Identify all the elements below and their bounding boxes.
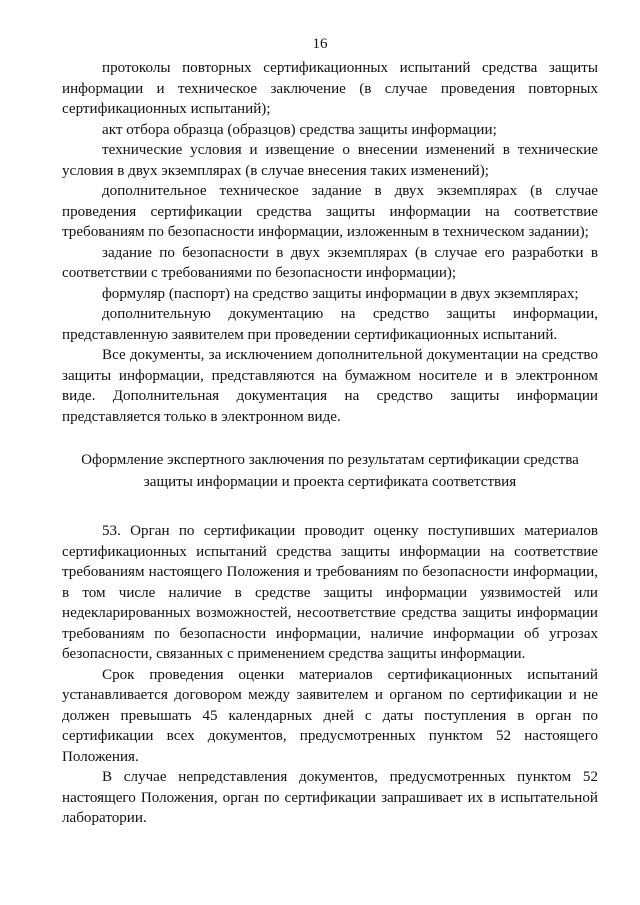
section-heading: [62, 449, 598, 493]
page-number: 16: [312, 36, 328, 52]
paragraph-additional-documentation: дополнительную документацию на средство защиты информации, представленную заявителем при проведении сертификационных испытаний.: [62, 306, 598, 343]
paragraph-repeat-test-protocols: протоколы повторных сертификационных испытаний средства защиты информации и техническое заключение (в случае проведения повторных сертификационных испытаний);: [62, 60, 598, 117]
paragraph-assessment-deadline: Срок проведения оценки материалов сертификационных испытаний устанавливается договором между заявителем и органом по сертификации и не должен превышать 45 календарных дней с даты поступления в орган по сертификации всех документов, предусмотренных пунктом 52 настоящего Положения.: [62, 666, 598, 765]
section-heading-line-2: защиты информации и проекта сертификата соответствия: [143, 474, 517, 490]
paragraph-item-53: 53. Орган по сертификации проводит оценку поступивших материалов сертификационных испытаний средства защиты информации на соответствие требованиям настоящего Положения и требованиям по безопасности информации, в том числе наличие в средстве защиты информации уязвимостей или недекларированных возможностей, несоответствие средства защиты информации требованиям по безопасности информации, наличие информации об угрозах безопасности, связанных с применением средства защиты информации.: [62, 523, 598, 662]
paragraph-missing-documents: В случае непредставления документов, предусмотренных пунктом 52 настоящего Положения, орган по сертификации запрашивает их в испытательной лаборатории.: [62, 769, 598, 826]
paragraph-additional-technical-task: дополнительное техническое задание в двух экземплярах (в случае проведения сертификации средства защиты информации на соответствие требованиям по безопасности информации, изложенным в техническом задании);: [62, 183, 598, 240]
paragraph-sample-selection-act: акт отбора образца (образцов) средства защиты информации;: [102, 121, 497, 138]
document-body: [62, 58, 598, 829]
paragraph-passport: формуляр (паспорт) на средство защиты информации в двух экземплярах;: [102, 285, 579, 302]
paragraph-all-documents: Все документы, за исключением дополнительной документации на средство защиты информации, представляются на бумажном носителе и в электронном виде. Дополнительная документация на средство защиты информации представляется только в электронном виде.: [62, 347, 598, 425]
paragraph-security-task: задание по безопасности в двух экземплярах (в случае его разработки в соответствии с требованиями по безопасности информации);: [62, 244, 598, 281]
section-heading-line-1: Оформление экспертного заключения по результатам сертификации средства: [81, 452, 579, 468]
paragraph-technical-conditions: технические условия и извещение о внесении изменений в технические условия в двух экземплярах (в случае внесения таких изменений);: [62, 142, 598, 179]
